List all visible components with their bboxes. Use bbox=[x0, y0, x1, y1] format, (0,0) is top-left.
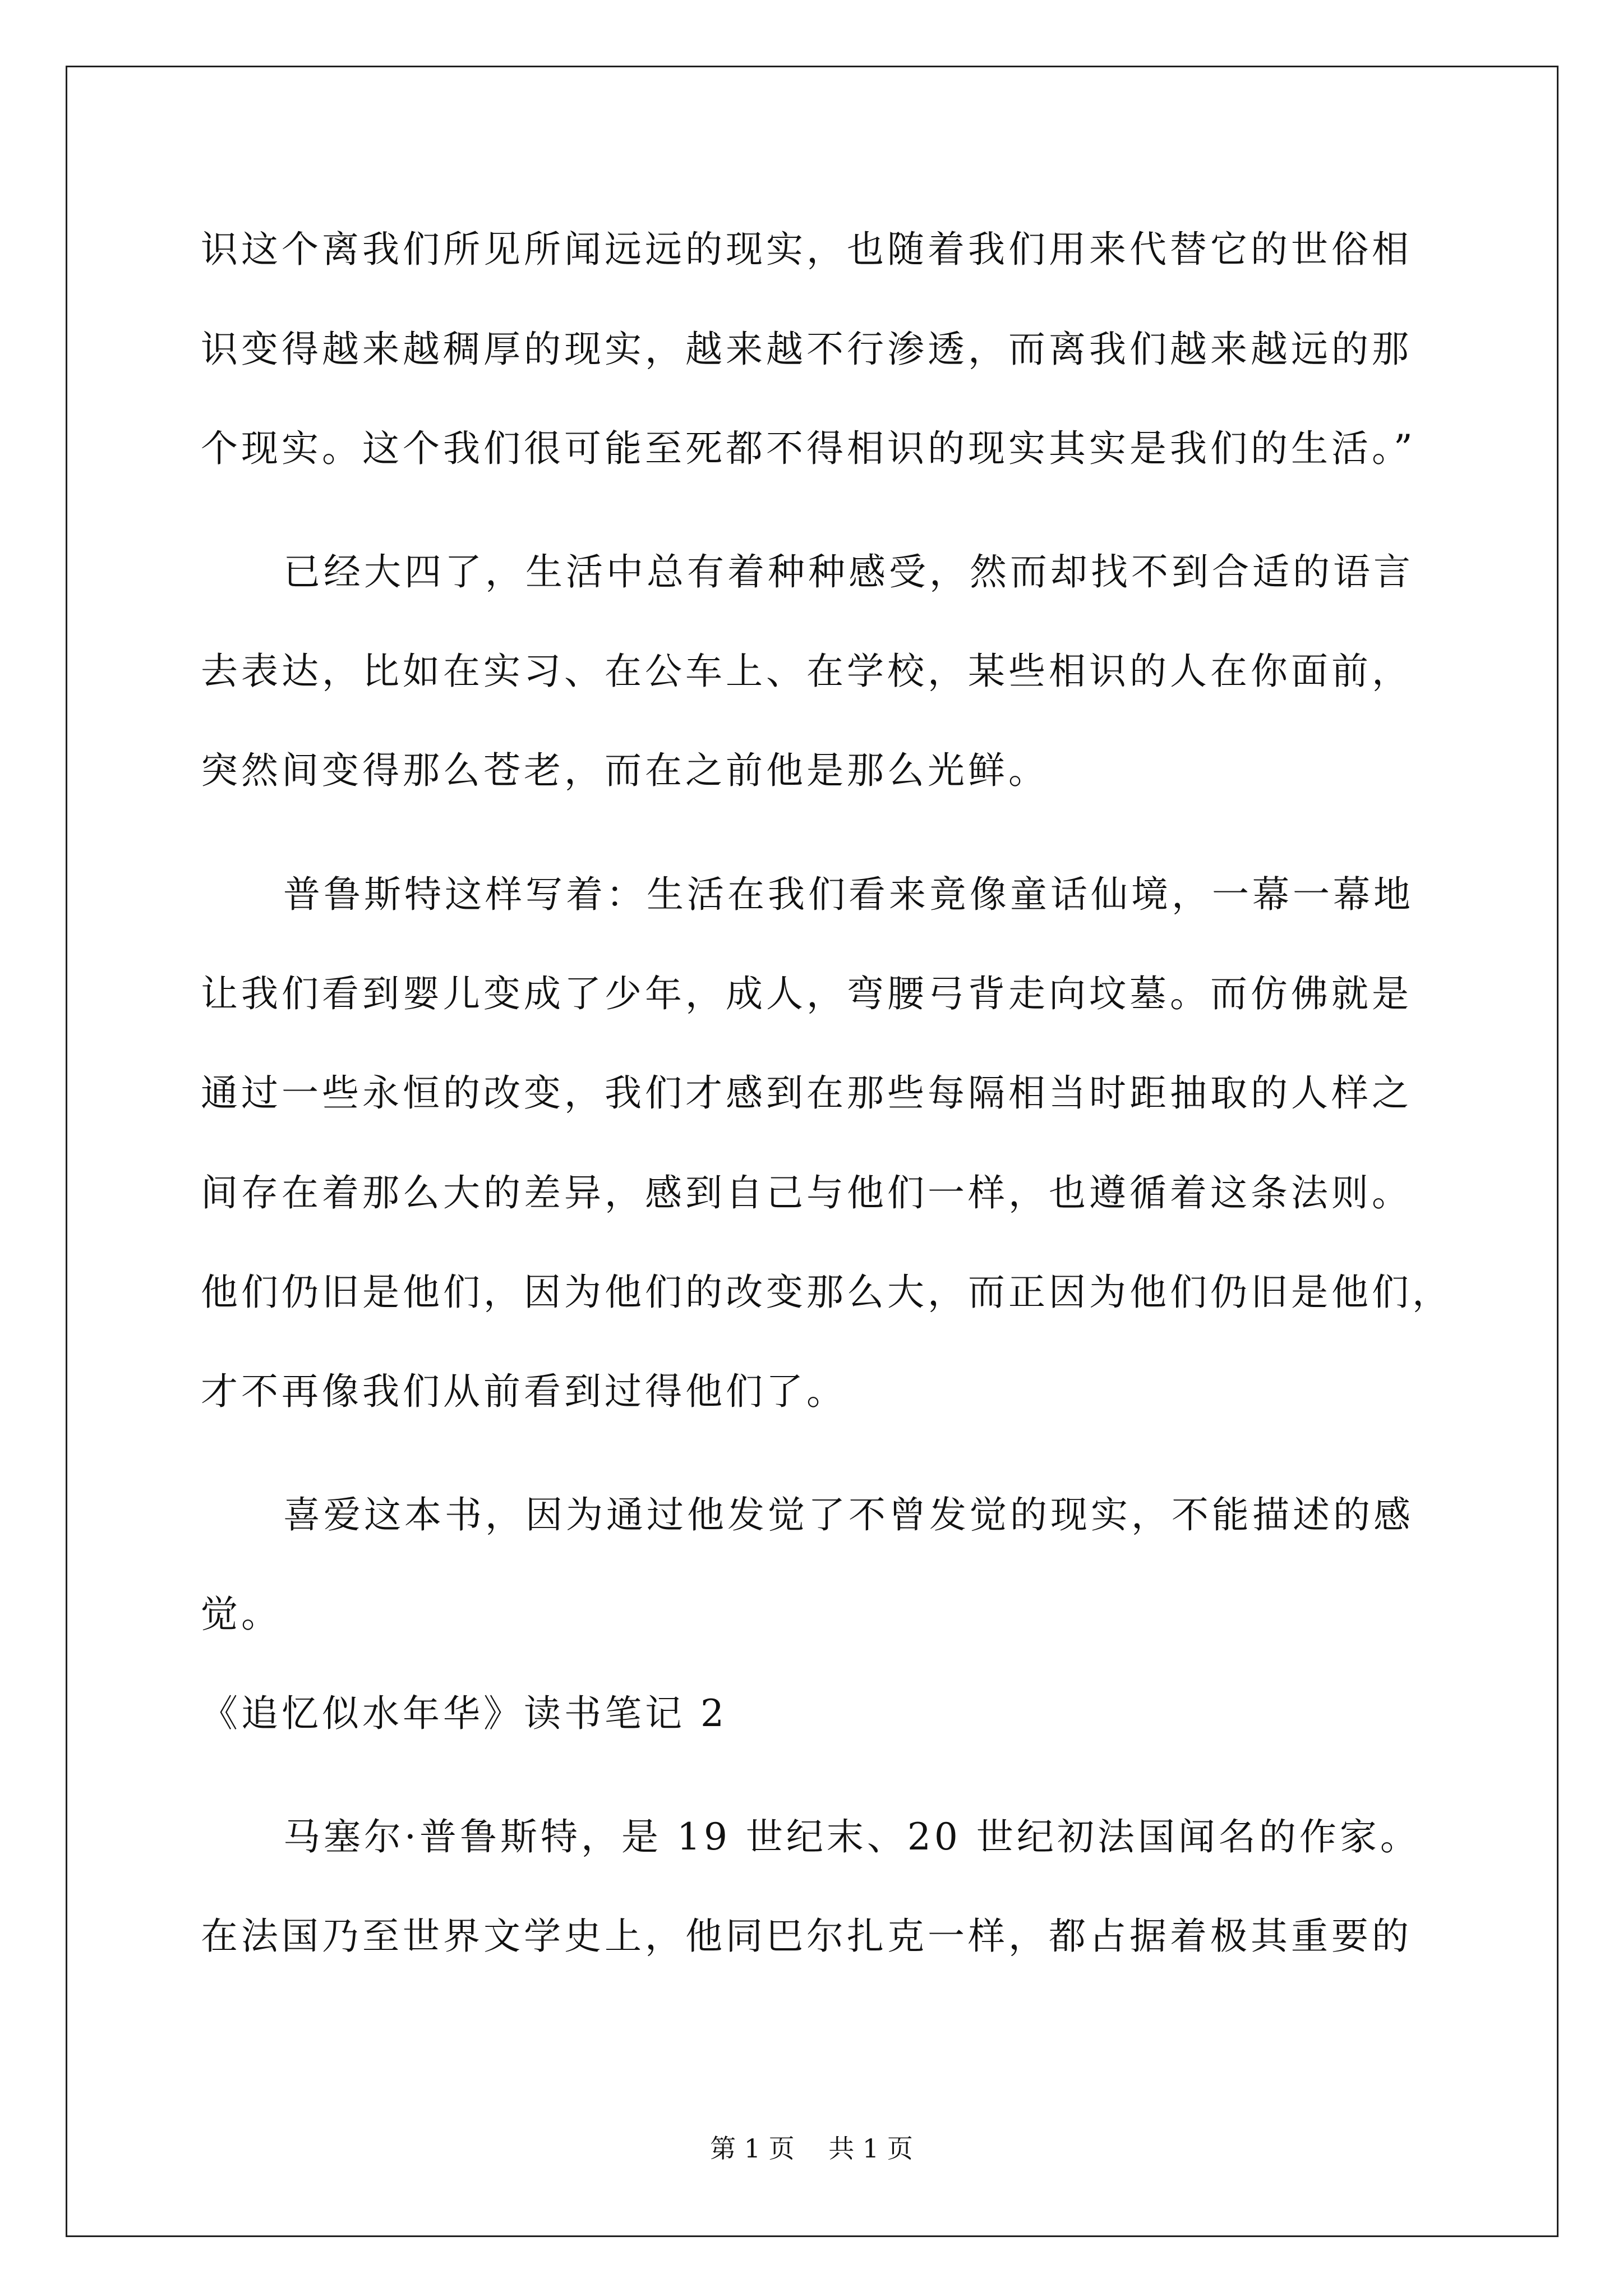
text-line: 个现实。这个我们很可能至死都不得相识的现实其实是我们的生活。” bbox=[201, 427, 1416, 470]
text-line: 觉。 bbox=[201, 1593, 282, 1636]
text-line: 突然间变得那么苍老，而在之前他是那么光鲜。 bbox=[201, 749, 1049, 792]
text-line: 让我们看到婴儿变成了少年，成人，弯腰弓背走向坟墓。而仿佛就是 bbox=[201, 972, 1412, 1015]
text-line: 在法国乃至世界文学史上，他同巴尔扎克一样，都占据着极其重要的 bbox=[201, 1915, 1412, 1958]
text-line: 去表达，比如在实习、在公车上、在学校，某些相识的人在你面前， bbox=[201, 650, 1412, 693]
section-heading: 《追忆似水年华》读书笔记 2 bbox=[201, 1692, 727, 1735]
paragraph-first-line: 马塞尔·普鲁斯特，是 19 世纪末、20 世纪初法国闻名的作家。 bbox=[283, 1815, 1421, 1858]
page-border bbox=[66, 66, 1559, 2237]
page-footer: 第 1 页 共 1 页 bbox=[710, 2133, 913, 2164]
text-line: 识这个离我们所见所闻远远的现实，也随着我们用来代替它的世俗相 bbox=[201, 228, 1412, 271]
paragraph-first-line: 已经大四了，生活中总有着种种感受，然而却找不到合适的语言 bbox=[283, 550, 1414, 593]
text-line: 才不再像我们从前看到过得他们了。 bbox=[201, 1370, 847, 1413]
paragraph-first-line: 普鲁斯特这样写着：生活在我们看来竟像童话仙境，一幕一幕地 bbox=[283, 873, 1414, 916]
text-line: 间存在着那么大的差异，感到自己与他们一样，也遵循着这条法则。 bbox=[201, 1171, 1412, 1214]
text-line: 他们仍旧是他们，因为他们的改变那么大，而正因为他们仍旧是他们， bbox=[201, 1271, 1453, 1314]
paragraph-first-line: 喜爱这本书，因为通过他发觉了不曾发觉的现实，不能描述的感 bbox=[283, 1493, 1414, 1536]
text-line: 通过一些永恒的改变，我们才感到在那些每隔相当时距抽取的人样之 bbox=[201, 1071, 1412, 1115]
text-line: 识变得越来越稠厚的现实，越来越不行渗透，而离我们越来越远的那 bbox=[201, 328, 1412, 371]
